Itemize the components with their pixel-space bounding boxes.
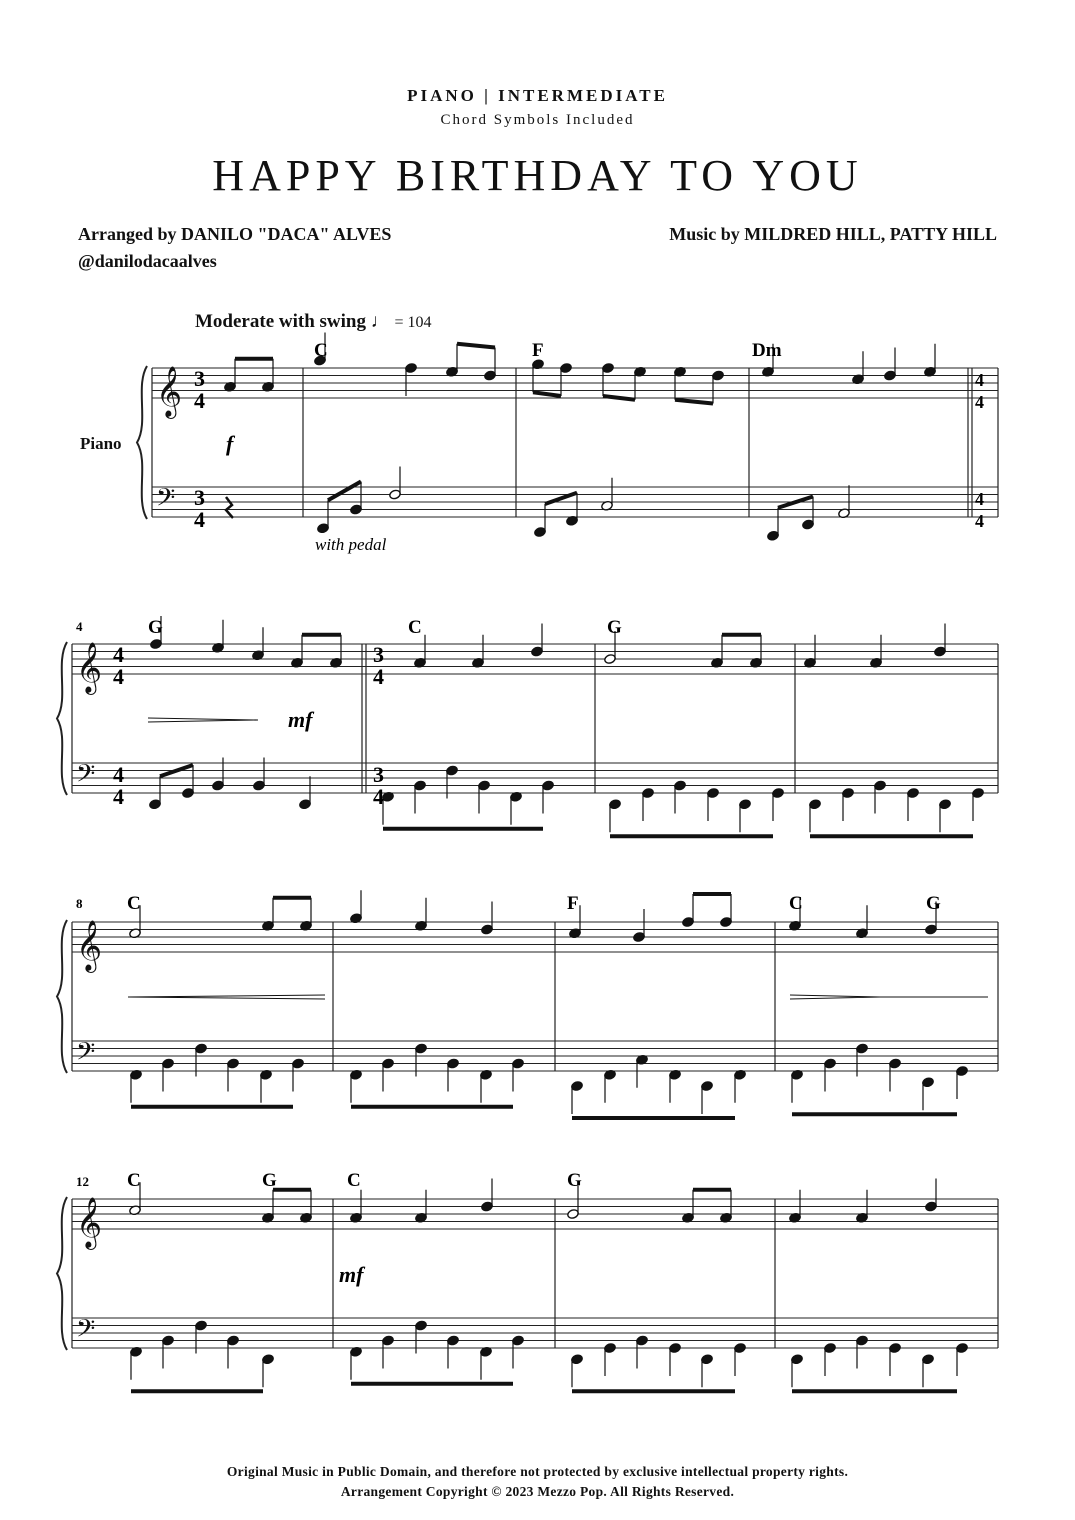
chord-symbol: G xyxy=(262,1170,277,1191)
time-signature-top: 4 xyxy=(975,370,984,390)
brace xyxy=(57,1197,67,1350)
time-signature-bottom: 4 xyxy=(194,388,205,413)
time-signature-bottom: 4 xyxy=(975,511,984,531)
time-signature-bottom: 4 xyxy=(373,664,384,689)
chord-symbol: F xyxy=(567,893,579,914)
copyright-footer xyxy=(0,1462,1075,1502)
instrument-label: Piano xyxy=(80,434,122,453)
measure-number: 4 xyxy=(76,619,83,634)
note-beam xyxy=(328,482,361,501)
dynamic-marking: mf xyxy=(288,707,313,732)
dynamic-marking: mf xyxy=(339,1262,364,1287)
page-title: HAPPY BIRTHDAY TO YOU xyxy=(212,151,863,200)
bass-clef-icon: 𝄢 xyxy=(76,759,96,795)
chord-symbol: C xyxy=(789,893,803,914)
time-signature-top: 3 xyxy=(194,485,205,510)
time-signature-bottom: 4 xyxy=(113,784,124,809)
quarter-note-icon: ♩ xyxy=(370,311,390,332)
chord-symbol: G xyxy=(607,617,622,638)
footer-line-2: Arrangement Copyright © 2023 Mezzo Pop. All Rights Reserved. xyxy=(340,1484,735,1499)
bass-clef-icon: 𝄢 xyxy=(76,1314,96,1350)
instrument-level: PIANO | INTERMEDIATE xyxy=(407,86,668,105)
bass-clef-icon: 𝄢 xyxy=(156,483,176,519)
chord-symbol: C xyxy=(127,893,141,914)
treble-clef-icon: 𝄞 xyxy=(76,1197,103,1248)
time-signature-top: 3 xyxy=(373,762,384,787)
brace xyxy=(57,642,67,795)
time-signature-bottom: 4 xyxy=(373,784,384,809)
subtitle: Chord Symbols Included xyxy=(440,112,635,128)
brace xyxy=(137,366,147,519)
note-beam xyxy=(603,396,635,400)
brace xyxy=(57,920,67,1073)
quarter-rest-icon xyxy=(226,497,233,518)
time-signature-bottom: 4 xyxy=(194,507,205,532)
treble-clef-icon: 𝄞 xyxy=(76,642,103,693)
measure-number: 8 xyxy=(76,896,83,911)
time-signature-top: 4 xyxy=(113,642,124,667)
treble-clef-icon: 𝄞 xyxy=(156,366,183,417)
note-beam xyxy=(533,392,561,396)
time-signature-top: 3 xyxy=(194,366,205,391)
chord-symbol: G xyxy=(148,617,163,638)
crescendo-hairpin xyxy=(128,995,325,999)
chord-symbol: C xyxy=(127,1170,141,1191)
chord-symbol: C xyxy=(314,340,328,361)
dynamic-marking: f xyxy=(226,431,234,456)
time-signature-top: 4 xyxy=(113,762,124,787)
time-signature-top: 3 xyxy=(373,642,384,667)
note-beam xyxy=(675,400,713,404)
chord-symbol: C xyxy=(408,617,422,638)
hairpin xyxy=(790,995,988,999)
measure-number: 12 xyxy=(76,1174,89,1189)
score-marks xyxy=(128,333,988,1392)
arranger-handle: @danilodacaalves xyxy=(78,251,217,271)
chord-symbol: G xyxy=(926,893,941,914)
tempo-text: Moderate with swing xyxy=(195,311,366,332)
footer-line-1: Original Music in Public Domain, and therefore not protected by exclusive intellectual property rights. xyxy=(226,1464,849,1479)
time-signature-top: 4 xyxy=(975,489,984,509)
bass-clef-icon: 𝄢 xyxy=(76,1037,96,1073)
decrescendo-hairpin xyxy=(148,718,258,722)
expression-text: with pedal xyxy=(315,535,387,554)
chord-symbol: G xyxy=(567,1170,582,1191)
note-beam xyxy=(457,344,495,348)
composer-credit: Music by MILDRED HILL, PATTY HILL xyxy=(669,224,997,244)
time-signature-bottom: 4 xyxy=(113,664,124,689)
arranger-credit: Arranged by DANILO "DACA" ALVES xyxy=(78,224,392,244)
chord-symbol: F xyxy=(532,340,544,361)
treble-clef-icon: 𝄞 xyxy=(76,920,103,971)
chord-symbol: C xyxy=(347,1170,361,1191)
tempo-bpm: = 104 xyxy=(394,314,432,331)
chord-symbol: Dm xyxy=(752,340,782,361)
time-signature-bottom: 4 xyxy=(975,392,984,412)
